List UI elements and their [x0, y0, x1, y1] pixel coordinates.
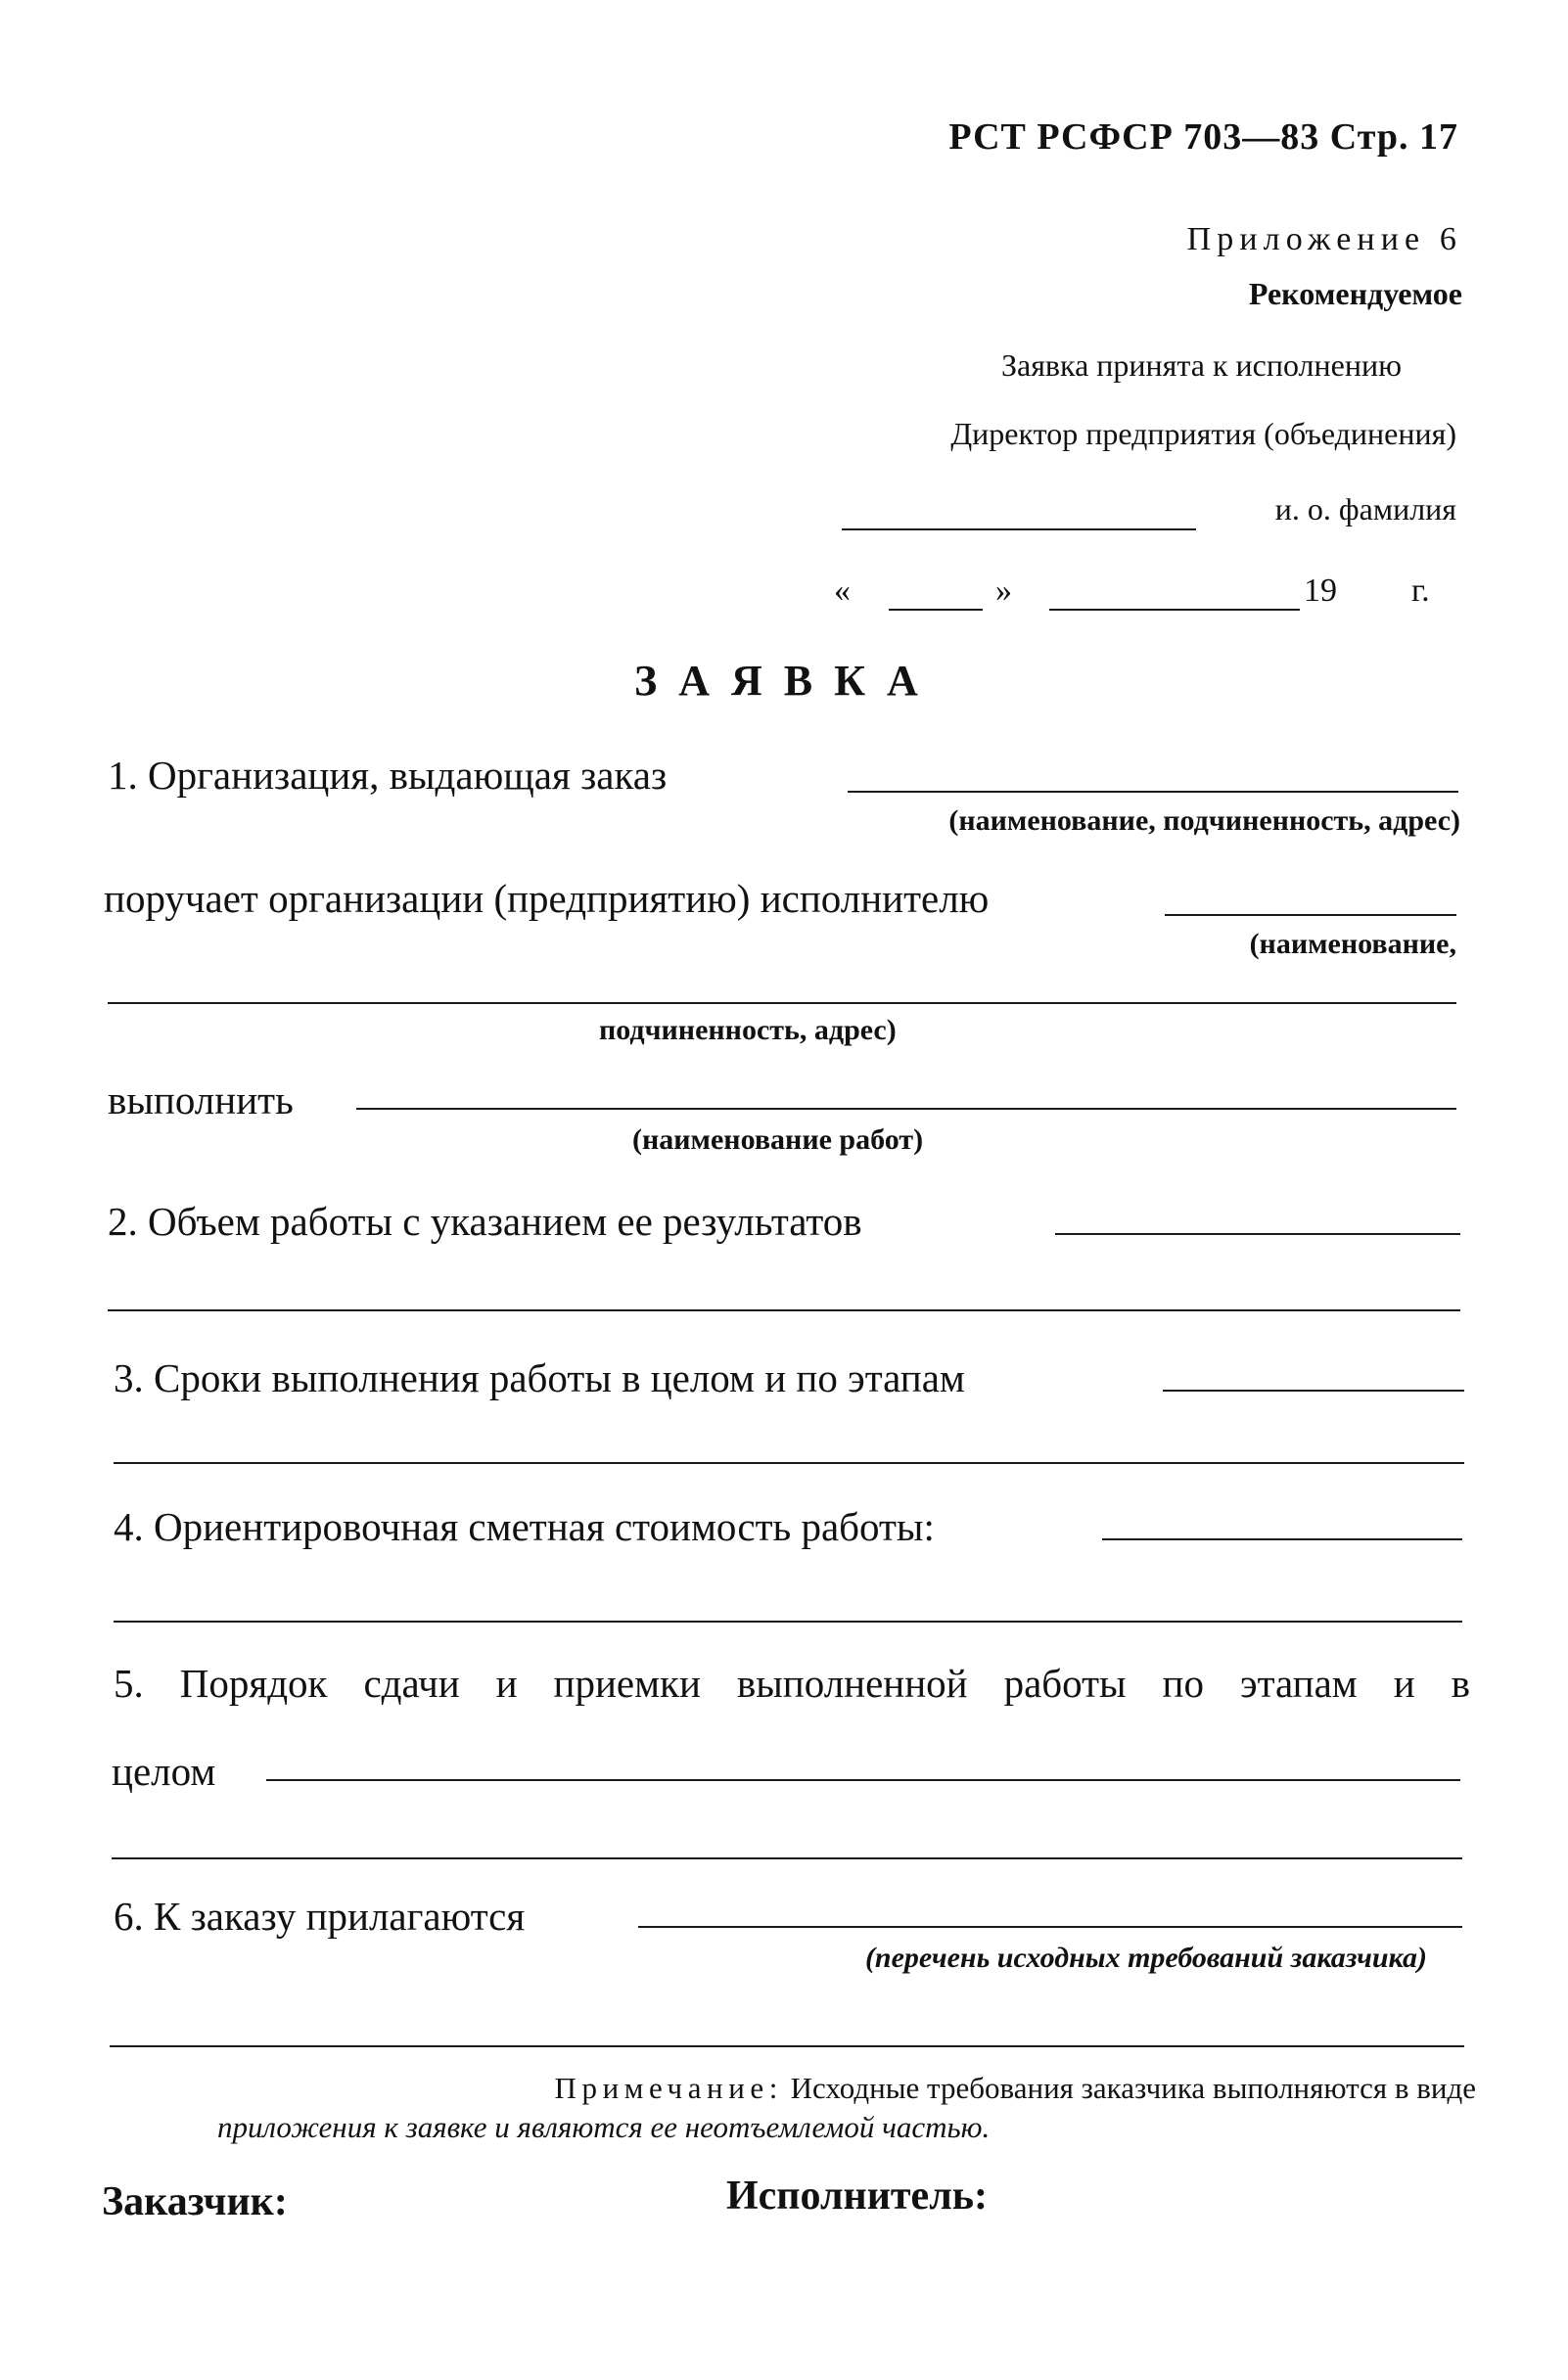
year-suffix: г.	[1411, 572, 1430, 609]
item-6-caption: (перечень исходных требований заказчика)	[864, 1942, 1427, 1974]
instructs-caption-b: подчиненность, адрес)	[599, 1014, 897, 1046]
item-4-label: 4. Ориентировочная сметная стоимость работы:	[114, 1504, 935, 1549]
item-2-field[interactable]	[1055, 1233, 1460, 1235]
date-month-line[interactable]	[1049, 609, 1300, 611]
perform-label: выполнить	[108, 1077, 294, 1122]
contractor-label: Исполнитель:	[726, 2174, 988, 2219]
date-day-line[interactable]	[889, 609, 983, 611]
item-5-field-cont[interactable]	[112, 1857, 1462, 1859]
item-6-field-cont[interactable]	[110, 2045, 1464, 2047]
item-2-label: 2. Объем работы с указанием ее результатов	[108, 1199, 862, 1244]
item-1-caption: (наименование, подчиненность, адрес)	[948, 804, 1460, 837]
item-4-field[interactable]	[1102, 1538, 1462, 1540]
instructs-caption-a: (наименование,	[1249, 928, 1456, 960]
perform-caption: (наименование работ)	[632, 1123, 924, 1156]
instructs-field[interactable]	[1165, 914, 1456, 916]
appendix-label: Приложение 6	[1186, 221, 1462, 257]
item-3-label: 3. Сроки выполнения работы в целом и по этапам	[114, 1355, 965, 1400]
instructs-label: поручает организации (предприятию) исполнителю	[104, 876, 990, 921]
item-6-field[interactable]	[638, 1926, 1462, 1928]
item-2-field-cont[interactable]	[108, 1309, 1460, 1311]
director-text: Директор предприятия (объединения)	[950, 416, 1456, 451]
year-prefix: 19	[1304, 572, 1337, 609]
instructs-field-cont[interactable]	[108, 1002, 1456, 1004]
date-close-quote: »	[995, 572, 1012, 609]
item-3-field-cont[interactable]	[114, 1462, 1464, 1464]
customer-label: Заказчик:	[102, 2179, 288, 2224]
recommended-label: Рекомендуемое	[1248, 276, 1462, 311]
item-5-continuation: целом	[112, 1749, 216, 1794]
note-text-1: Исходные требования заказчика выполняются в виде	[790, 2071, 1476, 2105]
name-initials-label: и. о. фамилия	[1274, 491, 1456, 526]
standard-reference: РСТ РСФСР 703—83 Стр. 17	[948, 116, 1458, 158]
item-3-field[interactable]	[1163, 1390, 1464, 1392]
director-signature-line[interactable]	[842, 528, 1196, 530]
perform-field[interactable]	[356, 1108, 1456, 1110]
note-line-2: приложения к заявке и являются ее неотъемлемой частью.	[217, 2110, 991, 2144]
item-1-label: 1. Организация, выдающая заказ	[108, 753, 668, 798]
item-1-field[interactable]	[848, 791, 1458, 793]
item-4-field-cont[interactable]	[114, 1621, 1462, 1623]
accepted-text: Заявка принята к исполнению	[1000, 347, 1402, 383]
document-title: ЗАЯВКА	[634, 657, 940, 705]
note-label: Примечание:	[554, 2071, 783, 2105]
item-5-field[interactable]	[266, 1779, 1460, 1781]
item-6-label: 6. К заказу прилагаются	[114, 1894, 526, 1939]
item-5-label: 5. Порядок сдачи и приемки выполненной работы по этапам и в	[114, 1661, 1470, 1706]
note-line-1	[555, 2071, 1476, 2106]
date-open-quote: «	[834, 572, 851, 609]
